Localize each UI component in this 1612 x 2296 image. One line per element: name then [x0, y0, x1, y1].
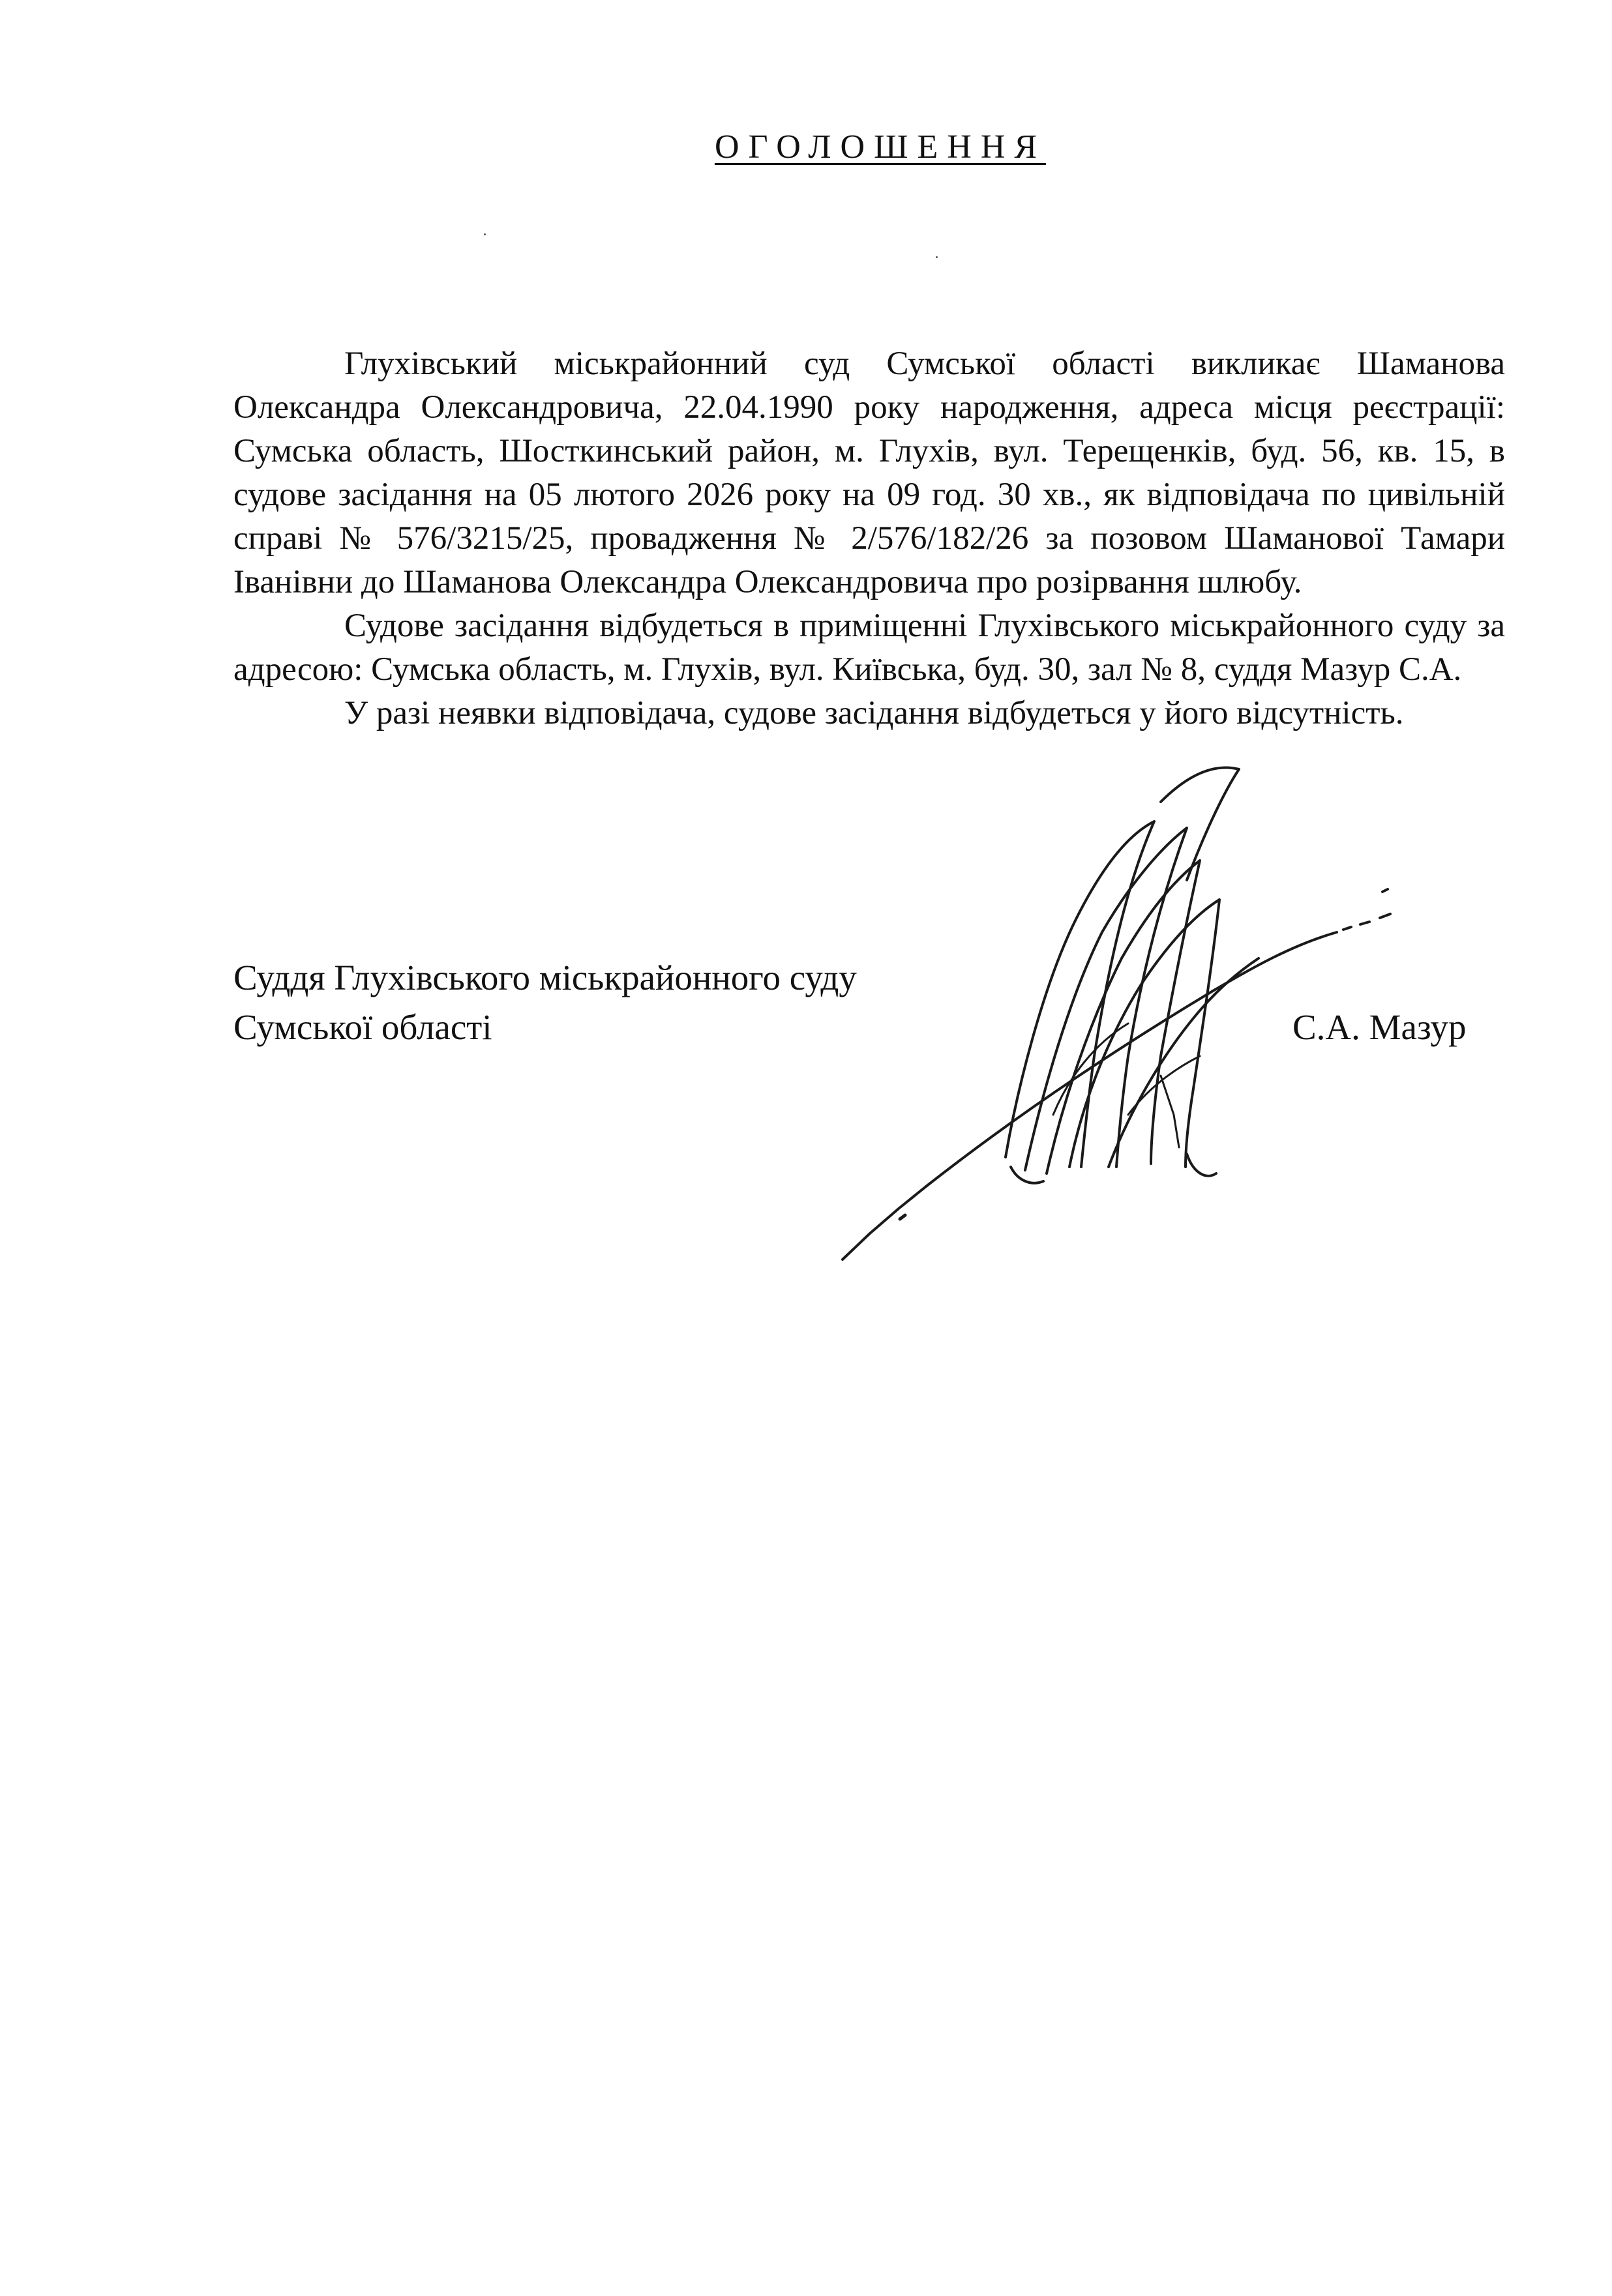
- judge-title-line1: Суддя Глухівського міськрайонного суду: [233, 958, 857, 997]
- paragraph-absence-notice: У разі неявки відповідача, судове засідання відбудеться у його відсутність.: [344, 695, 1404, 731]
- judge-title-line2: Сумської області: [233, 1007, 492, 1047]
- document-body: [233, 342, 1505, 735]
- paragraph-summons: Глухівський міськрайонний суд Сумської області викликає Шаманова Олександра Олександровича, 22.04.1990 року народження, адреса місця реєстрації: Сумська область, Шосткинський район, м. Глухів, вул. Терещенків, буд. 56, кв. 15, в судове засідання на 05 лютого 2026 року на 09 год. 30 хв., як відповідача по цивільній справі № 576/3215/25, провадження № 2/576/182/26 за позовом Шаманової Тамари Іванівни до Шаманова Олександра Олександровича про розірвання шлюбу.: [233, 346, 1505, 600]
- judge-name: С.А. Мазур: [1292, 1007, 1467, 1047]
- paragraph-hearing-location: Судове засідання відбудеться в приміщенні Глухівського міськрайонного суду за адресою: Сумська область, м. Глухів, вул. Київська, буд. 30, зал № 8, суддя Мазур С.А.: [233, 608, 1505, 688]
- scan-speck: [936, 256, 938, 258]
- signature-block: [233, 953, 857, 1052]
- handwritten-signature: [822, 750, 1409, 1278]
- scan-speck: [484, 233, 486, 235]
- document-title: ОГОЛОШЕННЯ: [714, 128, 1047, 166]
